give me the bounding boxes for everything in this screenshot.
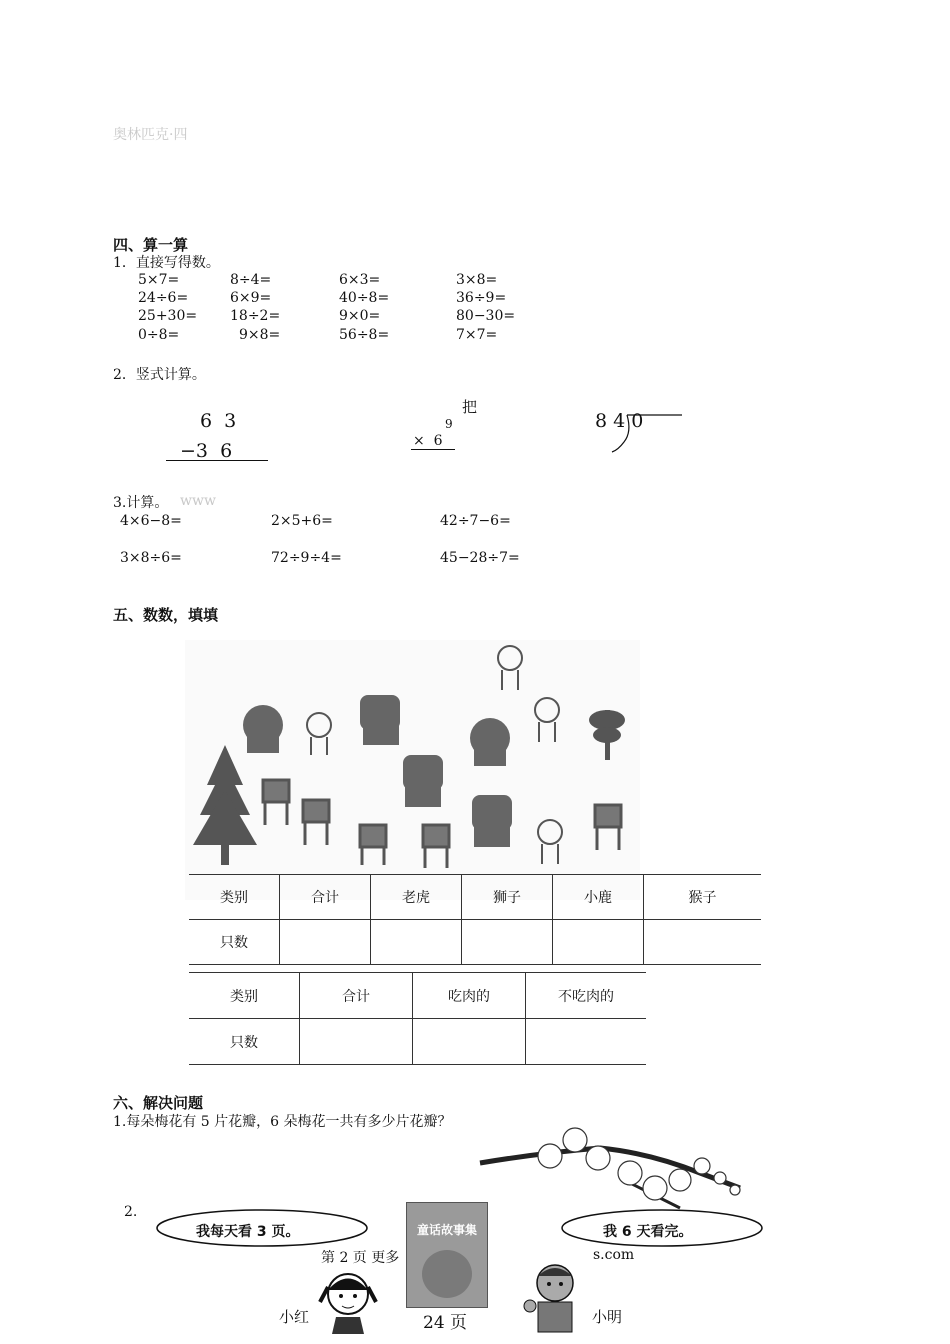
calc-item: 4×6−8=	[120, 513, 182, 529]
calc-item: 72÷9÷4=	[271, 550, 342, 566]
table2-header: 类别	[189, 973, 300, 1019]
calc-item: 36÷9=	[456, 290, 507, 306]
bubble-right-text: 我 6 天看完。	[603, 1224, 693, 1240]
calc-item: 5×7=	[138, 272, 180, 288]
girl-icon	[318, 1262, 378, 1334]
calc-item: 18÷2=	[230, 308, 281, 324]
problem-2-label: 2.	[124, 1204, 138, 1220]
section-6-title: 六、解决问题	[113, 1094, 204, 1112]
tiger-icon	[360, 695, 400, 745]
count-table	[189, 874, 761, 965]
vc1-top: 6 3	[200, 410, 237, 432]
section-4-title: 四、算一算	[113, 236, 189, 254]
problem-1: 1.每朵梅花有 5 片花瓣，6 朵梅花一共有多少片花瓣？	[113, 1114, 452, 1130]
faint-header: 奥林匹克·四	[113, 127, 188, 143]
calc-item: 8÷4=	[230, 272, 272, 288]
calc-item: 6×9=	[230, 290, 272, 306]
boy-icon	[520, 1258, 585, 1334]
footer-text: 第 2 页 更多	[321, 1250, 400, 1266]
name-left: 小红	[279, 1308, 310, 1326]
animals-illustration	[185, 640, 640, 900]
calc-item: 3×8=	[456, 272, 498, 288]
calc-item: 3×8÷6=	[120, 550, 182, 566]
name-right: 小明	[592, 1308, 623, 1326]
table1-header: 狮子	[462, 875, 553, 920]
table2-cell[interactable]	[526, 1019, 647, 1065]
calc-item: 42÷7−6=	[440, 513, 511, 529]
book-cover	[406, 1202, 488, 1308]
table1-cell[interactable]	[462, 920, 553, 965]
vc2-bottom: × 6	[413, 433, 443, 449]
calc-item: 0÷8=	[138, 327, 180, 343]
table1-header: 老虎	[371, 875, 462, 920]
vc2-extra: 把	[462, 398, 478, 416]
vc1-bottom: −3 6	[180, 440, 233, 462]
footer-tail: s.com	[593, 1247, 635, 1263]
calc-item: 2×5+6=	[271, 513, 333, 529]
vc2-line	[411, 449, 455, 450]
table2-row-label: 只数	[189, 1019, 300, 1065]
calc-item: 6×3=	[339, 272, 381, 288]
table2-cell[interactable]	[413, 1019, 526, 1065]
table1-header: 类别	[189, 875, 280, 920]
table1-cell[interactable]	[371, 920, 462, 965]
vc2-top: 9	[445, 417, 453, 431]
book-title: 童话故事集	[416, 1223, 477, 1237]
table1-header: 合计	[280, 875, 371, 920]
table1-cell[interactable]	[280, 920, 371, 965]
tiger-icon	[472, 795, 512, 847]
category-table	[189, 972, 646, 1065]
section-5-title: 五、数数，填填	[113, 606, 219, 624]
table1-header: 猴子	[644, 875, 762, 920]
q1-label: 1．直接写得数。	[113, 255, 220, 271]
calc-item: 80−30=	[456, 308, 516, 324]
table2-cell[interactable]	[300, 1019, 413, 1065]
calc-item: 9×8=	[239, 327, 281, 343]
division-bracket	[600, 410, 690, 460]
calc-item: 45−28÷7=	[440, 550, 520, 566]
book-illustration	[422, 1250, 472, 1298]
table1-cell[interactable]	[644, 920, 762, 965]
table2-header: 吃肉的	[413, 973, 526, 1019]
plum-branch-icon	[480, 1118, 750, 1213]
tiger-icon	[403, 755, 443, 807]
calc-item: 9×0=	[339, 308, 381, 324]
calc-item: 7×7=	[456, 327, 498, 343]
pages-count: 24 页	[423, 1313, 468, 1333]
vc1-line	[166, 460, 268, 461]
table1-row-label: 只数	[189, 920, 280, 965]
q3-faint: www	[180, 493, 216, 509]
q3-label: 3.计算。	[113, 495, 169, 511]
table1-header: 小鹿	[553, 875, 644, 920]
calc-item: 25+30=	[138, 308, 198, 324]
lion-icon	[470, 718, 510, 766]
table1-cell[interactable]	[553, 920, 644, 965]
table2-header: 合计	[300, 973, 413, 1019]
q2-label: 2．竖式计算。	[113, 367, 206, 383]
calc-item: 40÷8=	[339, 290, 390, 306]
calc-item: 24÷6=	[138, 290, 189, 306]
calc-item: 56÷8=	[339, 327, 390, 343]
table2-header: 不吃肉的	[526, 973, 647, 1019]
vc3-dividend: 8 4 0	[595, 410, 644, 432]
bubble-left-text: 我每天看 3 页。	[196, 1224, 300, 1240]
lion-icon	[243, 705, 283, 753]
